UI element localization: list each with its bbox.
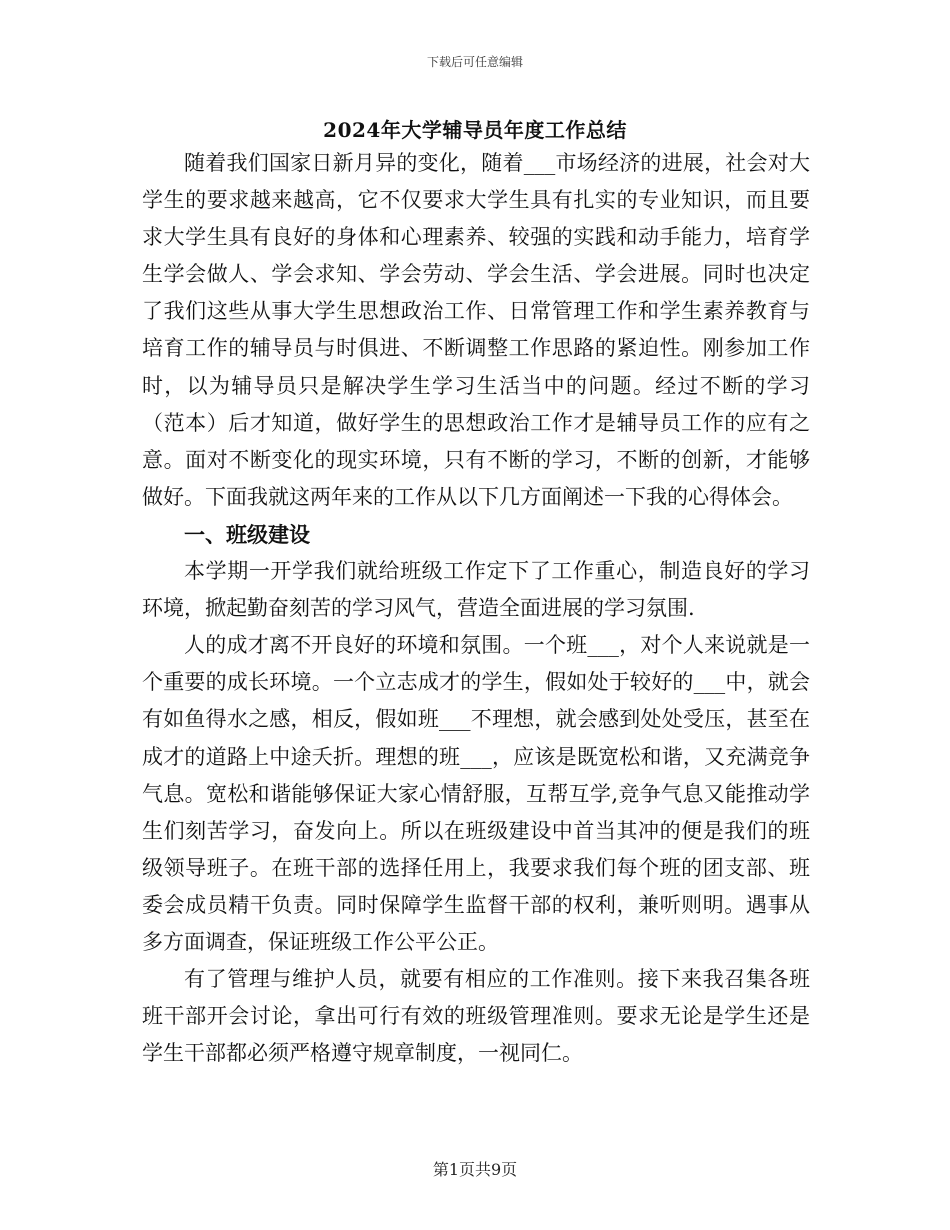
section-heading-class-building: 一、班级建设 (184, 521, 310, 547)
paragraph-class-environment: 人的成才离不开良好的环境和氛围。一个班___，对个人来说就是一个重要的成长环境。一个立志成才的学生，假如处于较好的___中，就会有如鱼得水之感，相反，假如班___不理想，就会感到处处受压，甚至在成才的道路上中途夭折。理想的班___，应该是既宽松和谐，又充满竞争气息。宽松和谐能够保证大家心情舒服，互帮互学,竞争气息又能推动学生们刻苦学习，奋发向上。所以在班级建设中首当其冲的便是我们的班级领导班子。在班干部的选择任用上，我要求我们每个班的团支部、班委会成员精干负责。同时保障学生监督干部的权利，兼听则明。遇事从多方面调查，保证班级工作公平公正。 (142, 633, 810, 954)
paragraph-management-rules: 有了管理与维护人员，就要有相应的工作准则。接下来我召集各班班干部开会讨论，拿出可行有效的班级管理准则。要求无论是学生还是学生干部都必须严格遵守规章制度，一视同仁。 (142, 967, 810, 1066)
page-number: 第1页共9页 (432, 1160, 518, 1179)
document-body (142, 145, 810, 1072)
document-title: 2024年大学辅导员年度工作总结 (323, 118, 627, 142)
paragraph-semester-focus: 本学期一开学我们就给班级工作定下了工作重心，制造良好的学习环境，掀起勤奋刻苦的学习风气，营造全面进展的学习氛围. (142, 559, 810, 621)
paragraph-intro: 随着我们国家日新月异的变化，随着___市场经济的进展，社会对大学生的要求越来越高，它不仅要求大学生具有扎实的专业知识，而且要求大学生具有良好的身体和心理素养、较强的实践和动手能力，培育学生学会做人、学会求知、学会劳动、学会生活、学会进展。同时也决定了我们这些从事大学生思想政治工作、日常管理工作和学生素养教育与培育工作的辅导员与时俱进、不断调整工作思路的紧迫性。刚参加工作时，以为辅导员只是解决学生学习生活当中的问题。经过不断的学习（范本）后才知道，做好学生的思想政治工作才是辅导员工作的应有之意。面对不断变化的现实环境，只有不断的学习，不断的创新，才能够做好。下面我就这两年来的工作从以下几方面阐述一下我的心得体会。 (142, 151, 810, 509)
header-note: 下载后可任意编辑 (426, 55, 523, 69)
